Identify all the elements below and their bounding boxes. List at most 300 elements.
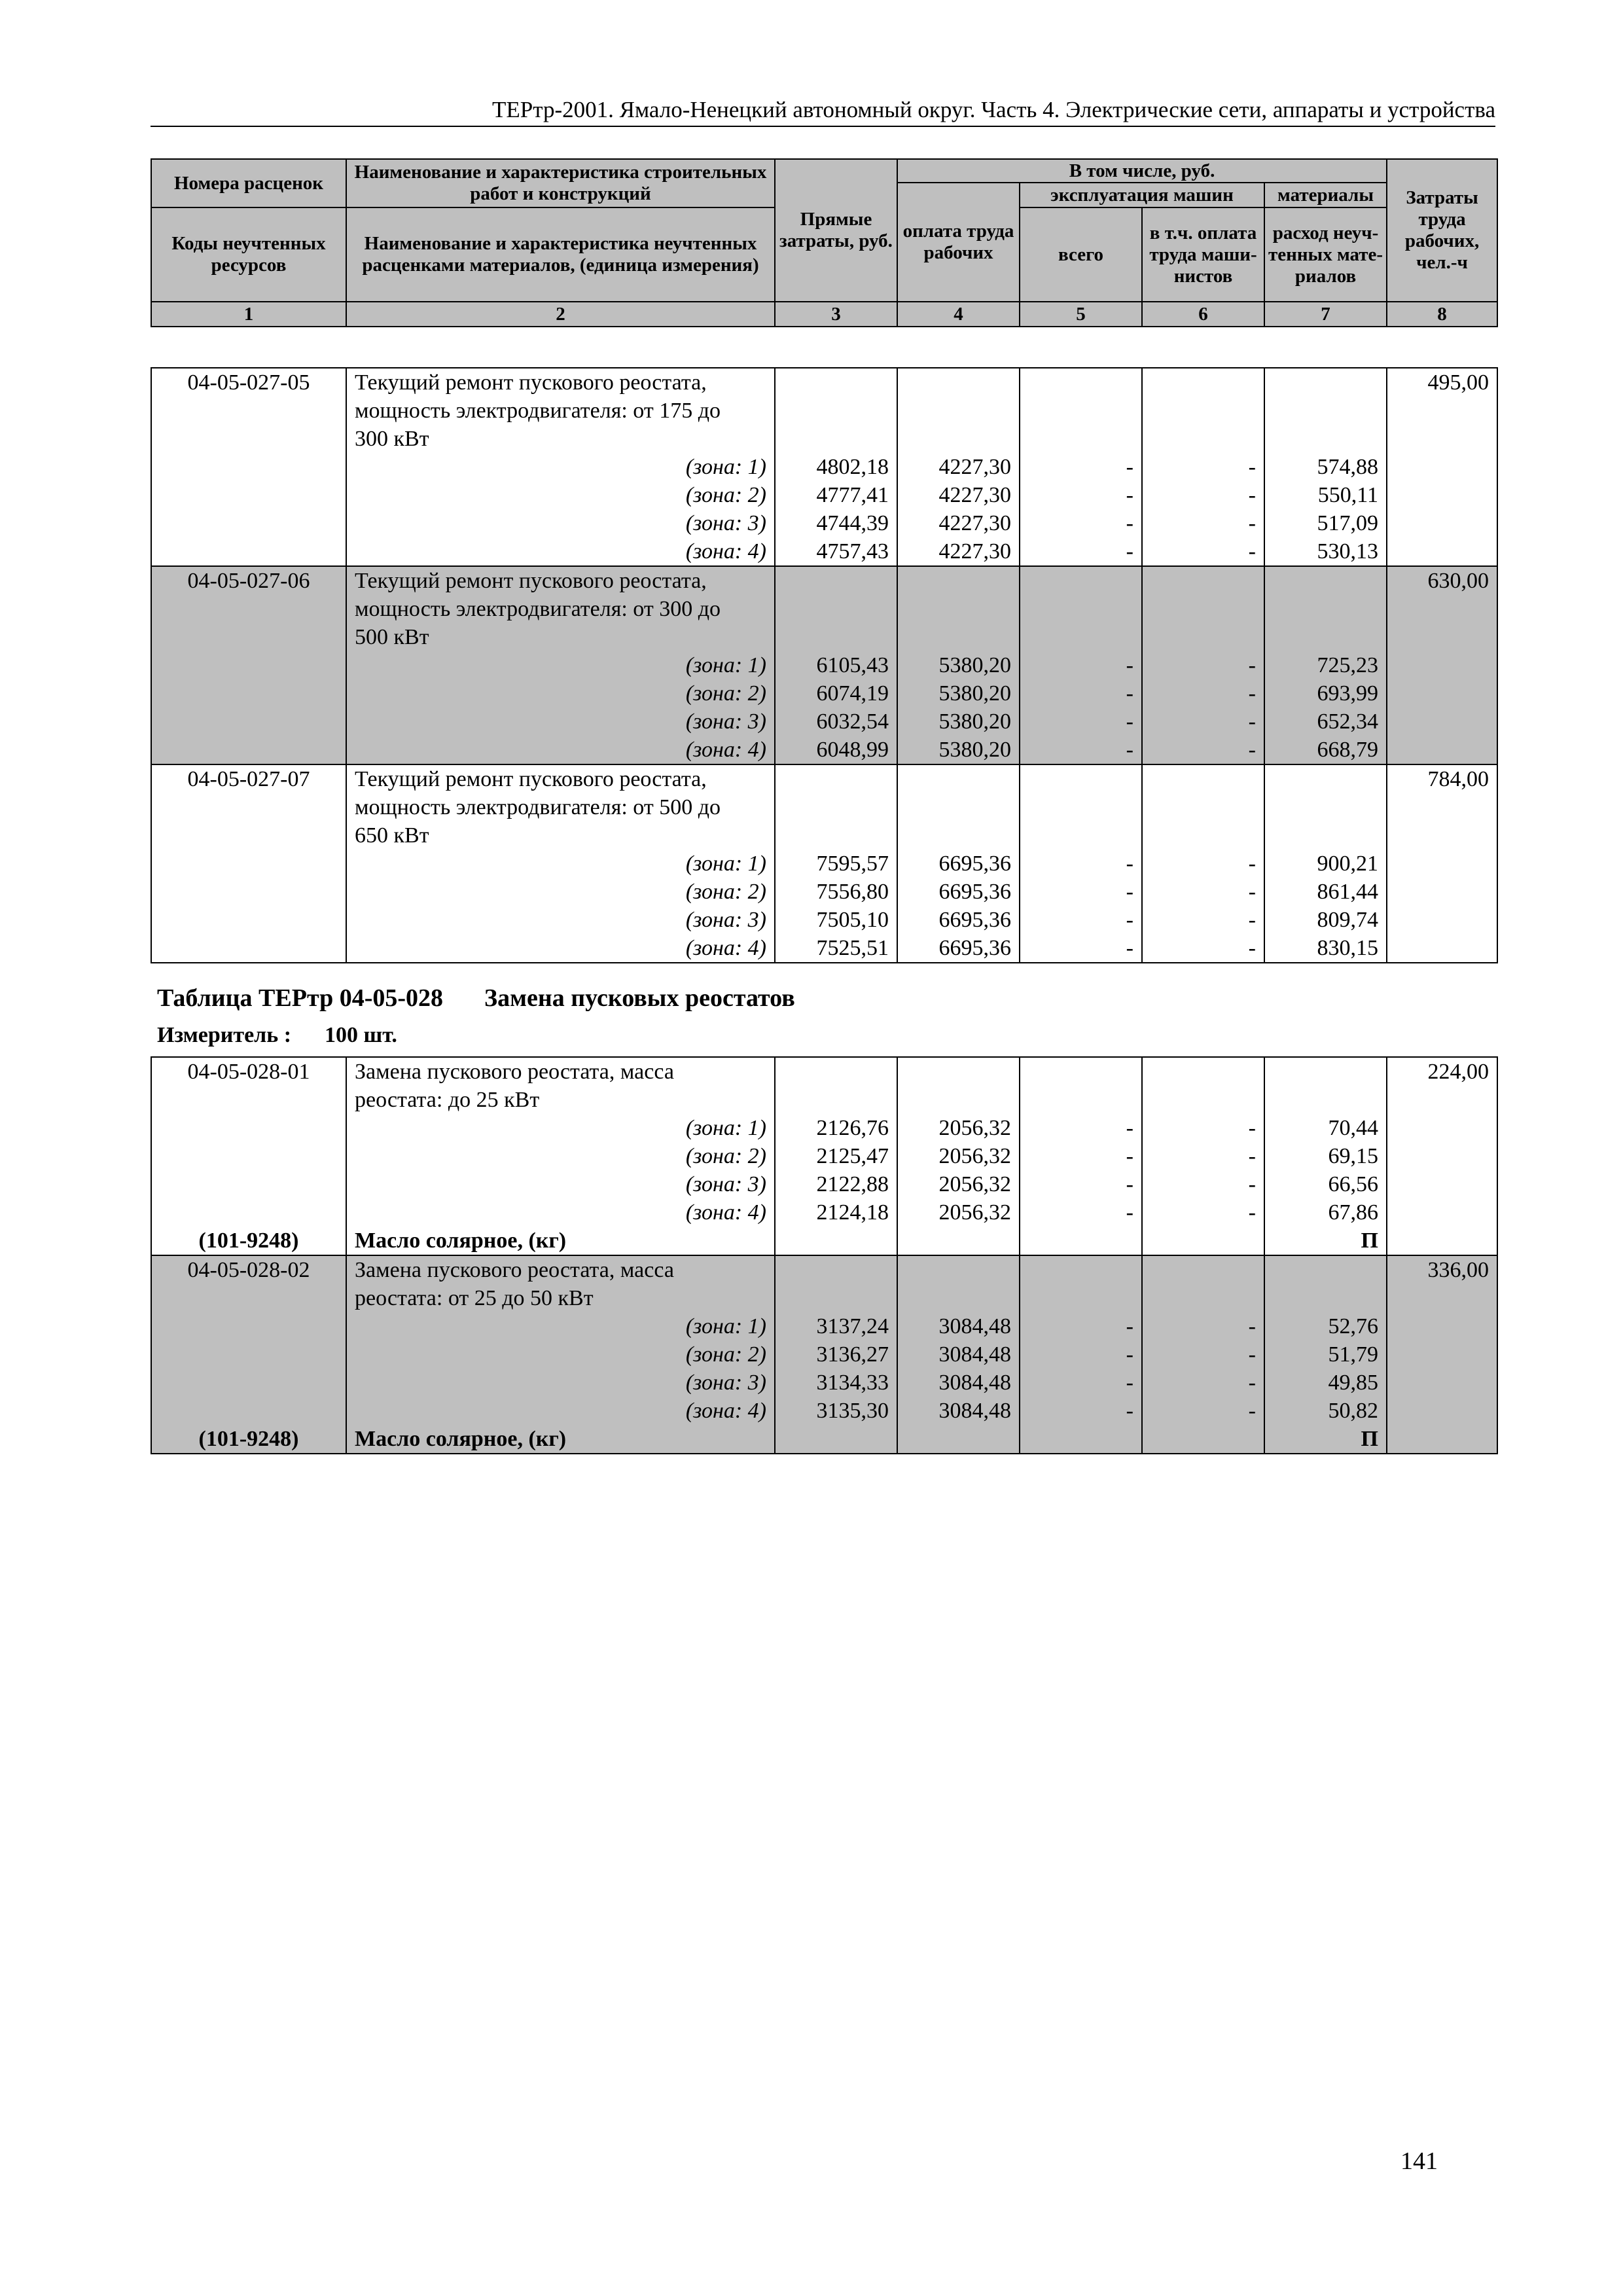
empty-cell: [1387, 1312, 1497, 1340]
empty-cell: [1142, 1057, 1264, 1086]
zone-label: (зона: 3): [346, 509, 775, 537]
table-row: [151, 850, 1497, 878]
empty-cell: [151, 651, 346, 679]
machinist-pay: -: [1142, 1397, 1264, 1425]
zone-label: (зона: 4): [346, 537, 775, 566]
table-row: [151, 1227, 1497, 1255]
empty-cell: [775, 595, 897, 623]
machines-total: -: [1020, 934, 1142, 963]
rate-code: [151, 595, 346, 623]
empty-cell: [1142, 566, 1264, 595]
labor-hours: [1387, 595, 1497, 623]
table-row: [151, 1114, 1497, 1142]
zone-label: (зона: 3): [346, 906, 775, 934]
labor-hours: 784,00: [1387, 764, 1497, 793]
zone-label: (зона: 2): [346, 481, 775, 509]
empty-cell: [775, 566, 897, 595]
empty-cell: [1142, 397, 1264, 425]
running-header: ТЕРтр-2001. Ямало-Ненецкий автономный округ. Часть 4. Электрические сети, аппараты и устройства: [151, 97, 1495, 127]
labor-pay: 6695,36: [897, 850, 1020, 878]
empty-cell: [1020, 425, 1142, 453]
materials: 693,99: [1264, 679, 1387, 708]
machinist-pay: -: [1142, 1340, 1264, 1369]
machinist-pay: -: [1142, 651, 1264, 679]
empty-cell: [1264, 1255, 1387, 1284]
machines-total: -: [1020, 509, 1142, 537]
machinist-pay: -: [1142, 934, 1264, 963]
header-labor-hours: Затраты труда рабочих, чел.-ч: [1387, 159, 1497, 302]
table-row: [151, 595, 1497, 623]
zone-label: (зона: 1): [346, 453, 775, 481]
empty-cell: [775, 425, 897, 453]
empty-cell: [897, 397, 1020, 425]
work-name-line: 300 кВт: [346, 425, 775, 453]
empty-cell: [1387, 906, 1497, 934]
empty-cell: [1387, 1142, 1497, 1170]
measure-label: Измеритель :: [157, 1023, 292, 1047]
labor-pay: 5380,20: [897, 679, 1020, 708]
labor-hours: [1387, 1284, 1497, 1312]
machinist-pay: -: [1142, 453, 1264, 481]
empty-cell: [1142, 793, 1264, 821]
page-number: 141: [1400, 2147, 1438, 2175]
labor-pay: 6695,36: [897, 906, 1020, 934]
empty-cell: [1142, 1284, 1264, 1312]
empty-cell: [1387, 1369, 1497, 1397]
resource-mark: П: [1264, 1425, 1387, 1454]
table-row: [151, 453, 1497, 481]
table-row: [151, 1312, 1497, 1340]
empty-cell: [1142, 1227, 1264, 1255]
materials: 52,76: [1264, 1312, 1387, 1340]
header-rate-numbers: Номера расценок: [151, 159, 346, 207]
zone-label: (зона: 4): [346, 1198, 775, 1227]
empty-cell: [1142, 764, 1264, 793]
zone-label: (зона: 1): [346, 651, 775, 679]
table-row: [151, 566, 1497, 595]
table-row: [151, 1057, 1497, 1086]
table-row: [151, 481, 1497, 509]
labor-pay: 3084,48: [897, 1312, 1020, 1340]
empty-cell: [151, 537, 346, 566]
empty-cell: [1387, 537, 1497, 566]
direct-costs: 7556,80: [775, 878, 897, 906]
empty-cell: [897, 1086, 1020, 1114]
empty-cell: [1264, 1057, 1387, 1086]
machines-total: -: [1020, 1170, 1142, 1198]
machines-total: -: [1020, 1142, 1142, 1170]
column-number: 4: [897, 302, 1020, 327]
direct-costs: 7525,51: [775, 934, 897, 963]
direct-costs: 2126,76: [775, 1114, 897, 1142]
labor-pay: 2056,32: [897, 1170, 1020, 1198]
machines-total: -: [1020, 736, 1142, 764]
work-name-line: мощность электродвигателя: от 175 до: [346, 397, 775, 425]
materials: 809,74: [1264, 906, 1387, 934]
materials: 668,79: [1264, 736, 1387, 764]
labor-hours: 224,00: [1387, 1057, 1497, 1086]
empty-cell: [897, 764, 1020, 793]
resource-name: Масло солярное, (кг): [346, 1425, 775, 1454]
column-number: 5: [1020, 302, 1142, 327]
table-row: [151, 764, 1497, 793]
direct-costs: 3137,24: [775, 1312, 897, 1340]
rate-code: [151, 821, 346, 850]
machines-total: -: [1020, 850, 1142, 878]
column-number: 2: [346, 302, 775, 327]
direct-costs: 7595,57: [775, 850, 897, 878]
empty-cell: [151, 1198, 346, 1227]
labor-pay: 2056,32: [897, 1198, 1020, 1227]
materials: 900,21: [1264, 850, 1387, 878]
zone-label: (зона: 1): [346, 1114, 775, 1142]
materials: 67,86: [1264, 1198, 1387, 1227]
header-machines: эксплуатация машин: [1020, 183, 1264, 207]
empty-cell: [1387, 1114, 1497, 1142]
empty-cell: [151, 1369, 346, 1397]
empty-cell: [151, 934, 346, 963]
machinist-pay: -: [1142, 736, 1264, 764]
rate-code: 04-05-027-06: [151, 566, 346, 595]
rate-code: [151, 1086, 346, 1114]
empty-cell: [1264, 566, 1387, 595]
rate-code: [151, 425, 346, 453]
rate-code: [151, 793, 346, 821]
labor-pay: 4227,30: [897, 481, 1020, 509]
empty-cell: [897, 1425, 1020, 1454]
table-row: [151, 1284, 1497, 1312]
machinist-pay: -: [1142, 679, 1264, 708]
empty-cell: [1387, 1340, 1497, 1369]
empty-cell: [151, 1340, 346, 1369]
empty-cell: [897, 793, 1020, 821]
empty-cell: [1387, 850, 1497, 878]
labor-pay: 4227,30: [897, 453, 1020, 481]
machinist-pay: -: [1142, 1312, 1264, 1340]
column-number: 1: [151, 302, 346, 327]
machines-total: -: [1020, 1198, 1142, 1227]
empty-cell: [1264, 425, 1387, 453]
zone-label: (зона: 4): [346, 1397, 775, 1425]
table-row: [151, 736, 1497, 764]
resource-mark: П: [1264, 1227, 1387, 1255]
table-row: [151, 537, 1497, 566]
empty-cell: [775, 764, 897, 793]
empty-cell: [1142, 595, 1264, 623]
table-row: [151, 679, 1497, 708]
zone-label: (зона: 4): [346, 934, 775, 963]
work-name-line: 500 кВт: [346, 623, 775, 651]
materials: 652,34: [1264, 708, 1387, 736]
zone-label: (зона: 2): [346, 878, 775, 906]
rate-code: 04-05-027-07: [151, 764, 346, 793]
empty-cell: [1142, 1255, 1264, 1284]
empty-cell: [897, 1227, 1020, 1255]
empty-cell: [1387, 509, 1497, 537]
zone-label: (зона: 3): [346, 708, 775, 736]
labor-hours: 336,00: [1387, 1255, 1497, 1284]
zone-label: (зона: 1): [346, 850, 775, 878]
table-name: Замена пусковых реостатов: [484, 984, 795, 1012]
empty-cell: [1387, 651, 1497, 679]
labor-pay: 4227,30: [897, 537, 1020, 566]
work-name-line: Замена пускового реостата, масса: [346, 1255, 775, 1284]
empty-cell: [1264, 1284, 1387, 1312]
machines-total: -: [1020, 679, 1142, 708]
labor-pay: 5380,20: [897, 708, 1020, 736]
materials: 70,44: [1264, 1114, 1387, 1142]
header-materials: материалы: [1264, 183, 1387, 207]
empty-cell: [151, 850, 346, 878]
empty-cell: [775, 1227, 897, 1255]
column-number: 3: [775, 302, 897, 327]
work-name-line: Текущий ремонт пускового реостата,: [346, 764, 775, 793]
empty-cell: [151, 708, 346, 736]
direct-costs: 7505,10: [775, 906, 897, 934]
header-work-name: Наименование и характеристика строительных работ и конструкций: [346, 159, 775, 207]
empty-cell: [775, 1425, 897, 1454]
empty-cell: [897, 821, 1020, 850]
empty-cell: [897, 1284, 1020, 1312]
measure-unit: [157, 1023, 397, 1048]
table-row: [151, 708, 1497, 736]
empty-cell: [1387, 679, 1497, 708]
empty-cell: [897, 368, 1020, 397]
empty-cell: [775, 1086, 897, 1114]
empty-cell: [1020, 1284, 1142, 1312]
table-row: [151, 509, 1497, 537]
rate-code: [151, 1284, 346, 1312]
machines-total: -: [1020, 1114, 1142, 1142]
empty-cell: [1020, 566, 1142, 595]
machines-total: -: [1020, 906, 1142, 934]
empty-cell: [1264, 1086, 1387, 1114]
machinist-pay: -: [1142, 1198, 1264, 1227]
header-material-names: Наименование и характеристика неучтенных расценками материалов, (единица измерения): [346, 207, 775, 302]
empty-cell: [1264, 368, 1387, 397]
machinist-pay: -: [1142, 509, 1264, 537]
labor-hours: 630,00: [1387, 566, 1497, 595]
direct-costs: 2122,88: [775, 1170, 897, 1198]
empty-cell: [775, 1284, 897, 1312]
empty-cell: [775, 821, 897, 850]
table-row: [151, 934, 1497, 963]
direct-costs: 6048,99: [775, 736, 897, 764]
empty-cell: [1020, 397, 1142, 425]
empty-cell: [1387, 934, 1497, 963]
direct-costs: 4777,41: [775, 481, 897, 509]
labor-pay: 5380,20: [897, 736, 1020, 764]
zone-label: (зона: 1): [346, 1312, 775, 1340]
zone-label: (зона: 3): [346, 1369, 775, 1397]
direct-costs: 6074,19: [775, 679, 897, 708]
labor-hours: [1387, 1086, 1497, 1114]
empty-cell: [1387, 878, 1497, 906]
empty-cell: [897, 623, 1020, 651]
machinist-pay: -: [1142, 878, 1264, 906]
labor-hours: [1387, 623, 1497, 651]
machines-total: -: [1020, 1369, 1142, 1397]
table-row: [151, 623, 1497, 651]
empty-cell: [1020, 368, 1142, 397]
materials: 830,15: [1264, 934, 1387, 963]
empty-cell: [1387, 736, 1497, 764]
column-header-table: [151, 158, 1498, 327]
labor-hours: 495,00: [1387, 368, 1497, 397]
column-number: 6: [1142, 302, 1264, 327]
empty-cell: [151, 1114, 346, 1142]
empty-cell: [151, 481, 346, 509]
empty-cell: [1020, 595, 1142, 623]
machinist-pay: -: [1142, 1114, 1264, 1142]
empty-cell: [775, 397, 897, 425]
materials: 51,79: [1264, 1340, 1387, 1369]
empty-cell: [151, 679, 346, 708]
empty-cell: [1020, 1227, 1142, 1255]
resource-code: (101-9248): [151, 1425, 346, 1454]
empty-cell: [151, 1397, 346, 1425]
labor-pay: 6695,36: [897, 878, 1020, 906]
column-number: 7: [1264, 302, 1387, 327]
machinist-pay: -: [1142, 1170, 1264, 1198]
work-name-line: реостата: от 25 до 50 кВт: [346, 1284, 775, 1312]
direct-costs: 3136,27: [775, 1340, 897, 1369]
materials: 66,56: [1264, 1170, 1387, 1198]
empty-cell: [1387, 1170, 1497, 1198]
rate-code: [151, 623, 346, 651]
empty-cell: [775, 623, 897, 651]
machinist-pay: -: [1142, 906, 1264, 934]
machinist-pay: -: [1142, 481, 1264, 509]
empty-cell: [151, 878, 346, 906]
materials: 49,85: [1264, 1369, 1387, 1397]
empty-cell: [897, 1255, 1020, 1284]
empty-cell: [1264, 793, 1387, 821]
labor-pay: 4227,30: [897, 509, 1020, 537]
rates-table-027: [151, 367, 1498, 963]
labor-pay: 6695,36: [897, 934, 1020, 963]
column-number: 8: [1387, 302, 1497, 327]
header-labor-pay: оплата труда рабочих: [897, 183, 1020, 302]
work-name-line: мощность электродвигателя: от 500 до: [346, 793, 775, 821]
empty-cell: [897, 425, 1020, 453]
machinist-pay: -: [1142, 850, 1264, 878]
table-row: [151, 651, 1497, 679]
empty-cell: [151, 1170, 346, 1198]
empty-cell: [1142, 1086, 1264, 1114]
labor-hours: [1387, 793, 1497, 821]
labor-hours: [1387, 425, 1497, 453]
empty-cell: [1264, 397, 1387, 425]
materials: 530,13: [1264, 537, 1387, 566]
empty-cell: [1020, 821, 1142, 850]
empty-cell: [1020, 623, 1142, 651]
empty-cell: [1387, 481, 1497, 509]
rate-code: [151, 397, 346, 425]
empty-cell: [1142, 821, 1264, 850]
machinist-pay: -: [1142, 1142, 1264, 1170]
materials: 861,44: [1264, 878, 1387, 906]
direct-costs: 3134,33: [775, 1369, 897, 1397]
empty-cell: [151, 453, 346, 481]
work-name-line: мощность электродвигателя: от 300 до: [346, 595, 775, 623]
empty-cell: [1387, 708, 1497, 736]
table-row: [151, 1397, 1497, 1425]
table-row: [151, 1198, 1497, 1227]
machinist-pay: -: [1142, 537, 1264, 566]
direct-costs: 4757,43: [775, 537, 897, 566]
direct-costs: 4744,39: [775, 509, 897, 537]
work-name-line: реостата: до 25 кВт: [346, 1086, 775, 1114]
empty-cell: [151, 1142, 346, 1170]
header-unaccounted-materials: расход неуч-тенных мате-риалов: [1264, 207, 1387, 302]
work-name-line: Текущий ремонт пускового реостата,: [346, 368, 775, 397]
machinist-pay: -: [1142, 1369, 1264, 1397]
empty-cell: [151, 1312, 346, 1340]
zone-label: (зона: 4): [346, 736, 775, 764]
table-row: [151, 368, 1497, 397]
table-row: [151, 1425, 1497, 1454]
work-name-line: Текущий ремонт пускового реостата,: [346, 566, 775, 595]
materials: 517,09: [1264, 509, 1387, 537]
table-row: [151, 1369, 1497, 1397]
header-resource-codes: Коды неучтенных ресурсов: [151, 207, 346, 302]
zone-label: (зона: 2): [346, 1340, 775, 1369]
empty-cell: [1142, 368, 1264, 397]
table-row: [151, 397, 1497, 425]
empty-cell: [1020, 1255, 1142, 1284]
labor-hours: [1387, 821, 1497, 850]
direct-costs: 6105,43: [775, 651, 897, 679]
table-title: [157, 984, 795, 1013]
empty-cell: [1142, 623, 1264, 651]
empty-cell: [1387, 1397, 1497, 1425]
machinist-pay: -: [1142, 708, 1264, 736]
materials: 550,11: [1264, 481, 1387, 509]
machines-total: -: [1020, 453, 1142, 481]
direct-costs: 2124,18: [775, 1198, 897, 1227]
empty-cell: [775, 1057, 897, 1086]
empty-cell: [1264, 821, 1387, 850]
zone-label: (зона: 3): [346, 1170, 775, 1198]
empty-cell: [1387, 453, 1497, 481]
zone-label: (зона: 2): [346, 679, 775, 708]
work-name-line: 650 кВт: [346, 821, 775, 850]
header-machines-total: всего: [1020, 207, 1142, 302]
labor-pay: 3084,48: [897, 1369, 1020, 1397]
table-row: [151, 1086, 1497, 1114]
rate-code: 04-05-028-02: [151, 1255, 346, 1284]
machines-total: -: [1020, 651, 1142, 679]
machines-total: -: [1020, 1312, 1142, 1340]
table-row: [151, 906, 1497, 934]
table-row: [151, 1340, 1497, 1369]
table-row: [151, 1170, 1497, 1198]
empty-cell: [897, 566, 1020, 595]
rate-code: 04-05-028-01: [151, 1057, 346, 1086]
empty-cell: [775, 368, 897, 397]
empty-cell: [897, 1057, 1020, 1086]
table-row: [151, 1255, 1497, 1284]
materials: 574,88: [1264, 453, 1387, 481]
table-row: [151, 878, 1497, 906]
empty-cell: [1020, 1425, 1142, 1454]
empty-cell: [775, 793, 897, 821]
empty-cell: [1142, 425, 1264, 453]
empty-cell: [897, 595, 1020, 623]
machines-total: -: [1020, 708, 1142, 736]
empty-cell: [1020, 1057, 1142, 1086]
